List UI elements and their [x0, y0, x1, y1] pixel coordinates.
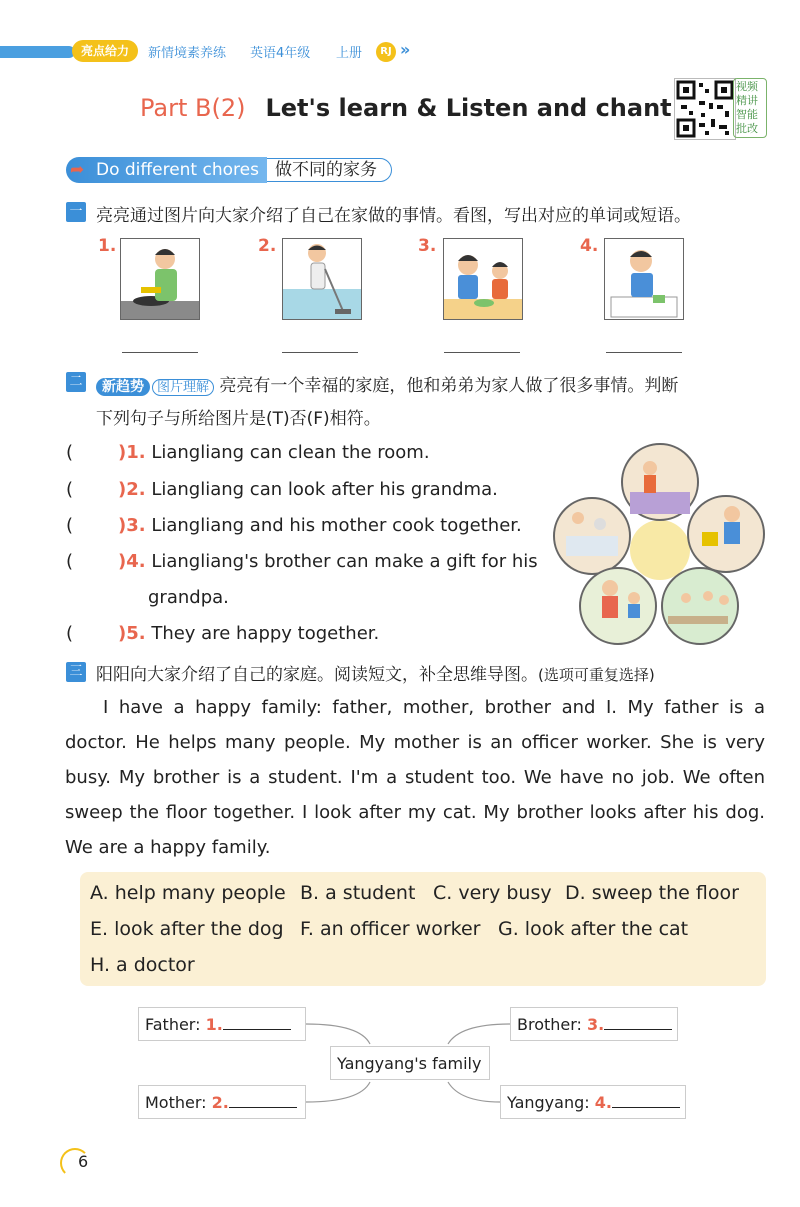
- answer-paren[interactable]: (: [66, 623, 74, 644]
- father-answer-line[interactable]: [223, 1011, 291, 1030]
- section2-instruction-line1: 亮亮有一个幸福的家庭，他和弟弟为家人做了很多事情。判断: [219, 376, 679, 396]
- reading-passage: I have a happy family: father, mother, brother and I. My father is a doctor. He helps many people. My mother is an officer worker. She is very busy. My brother is a student. I'm a student too. We have no job. We often sweep the floor together. I look after my cat. My brother looks after his dog. We are a happy family.: [65, 697, 765, 858]
- answer-blank-4[interactable]: [606, 352, 682, 353]
- tf-item-4: ( )4. Liangliang's brother can make a gift for his: [66, 551, 538, 572]
- picture-sweeping: [282, 238, 362, 320]
- option-h: H. a doctor: [90, 954, 195, 976]
- option-e: E. look after the dog: [90, 918, 284, 940]
- subject-label: 英语4年级: [250, 46, 311, 61]
- picture1-number: 1.: [98, 236, 117, 256]
- mindmap-father: Father: 1.: [138, 1007, 306, 1041]
- mindmap-center: Yangyang's family: [330, 1046, 490, 1080]
- option-g: G. look after the cat: [498, 918, 689, 940]
- section1-number: 一: [66, 202, 86, 222]
- page-number: 6: [78, 1152, 89, 1171]
- arrow-icon: ➦: [70, 160, 85, 180]
- brother-answer-line[interactable]: [604, 1011, 672, 1030]
- mindmap-brother: Brother: 3.: [510, 1007, 678, 1041]
- picture-eating: [443, 238, 523, 320]
- header-bar: [0, 40, 410, 64]
- answer-blank-2[interactable]: [282, 352, 358, 353]
- mindmap-mother: Mother: 2.: [138, 1085, 306, 1119]
- brand-badge: 亮点给力: [72, 40, 138, 62]
- mother-answer-line[interactable]: [229, 1089, 297, 1108]
- section2-instruction-line2: 下列句子与所给图片是(T)否(F)相符。: [96, 409, 381, 429]
- picture3-number: 3.: [418, 236, 437, 256]
- topic-en-pill: [66, 157, 267, 183]
- answer-blank-1[interactable]: [122, 352, 198, 353]
- topic-tag: [66, 157, 392, 183]
- answer-paren[interactable]: (: [66, 551, 74, 572]
- section2-heading: [96, 371, 678, 396]
- option-a: A. help many people: [90, 882, 286, 904]
- trend-badge: 新趋势: [96, 378, 150, 396]
- answer-paren[interactable]: (: [66, 442, 74, 463]
- tf-item-1: ( )1. Liangliang can clean the room.: [66, 442, 430, 463]
- part-label: Part B(2): [140, 94, 246, 122]
- answer-paren[interactable]: (: [66, 479, 74, 500]
- tf-item-5: ( )5. They are happy together.: [66, 623, 380, 644]
- section2-number: 二: [66, 372, 86, 392]
- answer-paren[interactable]: (: [66, 515, 74, 536]
- picture-making-gift: [604, 238, 684, 320]
- yangyang-answer-line[interactable]: [612, 1089, 680, 1108]
- tf-item-3: ( )3. Liangliang and his mother cook together.: [66, 515, 522, 536]
- header-stripe: [0, 46, 75, 58]
- mindmap-yangyang: Yangyang: 4.: [500, 1085, 686, 1119]
- option-f: F. an officer worker: [300, 918, 481, 940]
- options-box: [80, 872, 766, 986]
- picture4-number: 4.: [580, 236, 599, 256]
- chevron-right-icon: »: [400, 40, 411, 59]
- answer-blank-3[interactable]: [444, 352, 520, 353]
- lesson-label: Let's learn & Listen and chant: [265, 94, 672, 122]
- tf-item-4-continued: grandpa.: [148, 587, 229, 608]
- section3-instruction: 阳阳向大家介绍了自己的家庭。阅读短文，补全思维导图。: [96, 665, 538, 685]
- family-pictures-cluster: [552, 440, 768, 646]
- edition-badge: RJ: [376, 42, 396, 62]
- topic-en-label: Do different chores: [96, 160, 259, 180]
- page-title: [140, 94, 672, 122]
- picture2-number: 2.: [258, 236, 277, 256]
- series-label: 新情境素养练: [148, 46, 227, 61]
- section3-heading: [96, 660, 655, 685]
- picture-cooking: [120, 238, 200, 320]
- option-b: B. a student: [300, 882, 416, 904]
- section3-number: 三: [66, 662, 86, 682]
- tf-item-2: ( )2. Liangliang can look after his grandma.: [66, 479, 498, 500]
- option-d: D. sweep the floor: [565, 882, 739, 904]
- picture-understanding-badge: 图片理解: [152, 379, 214, 396]
- section1-instruction: 亮亮通过图片向大家介绍了自己在家做的事情。看图，写出对应的单词或短语。: [96, 206, 691, 226]
- volume-label: 上册: [336, 46, 363, 61]
- option-c: C. very busy: [433, 882, 552, 904]
- qr-code-icon[interactable]: [674, 78, 736, 140]
- section3-note: (选项可重复选择): [538, 666, 655, 684]
- qr-caption: 视频精讲 智能批改: [733, 78, 767, 138]
- topic-cn-label: 做不同的家务: [267, 158, 392, 182]
